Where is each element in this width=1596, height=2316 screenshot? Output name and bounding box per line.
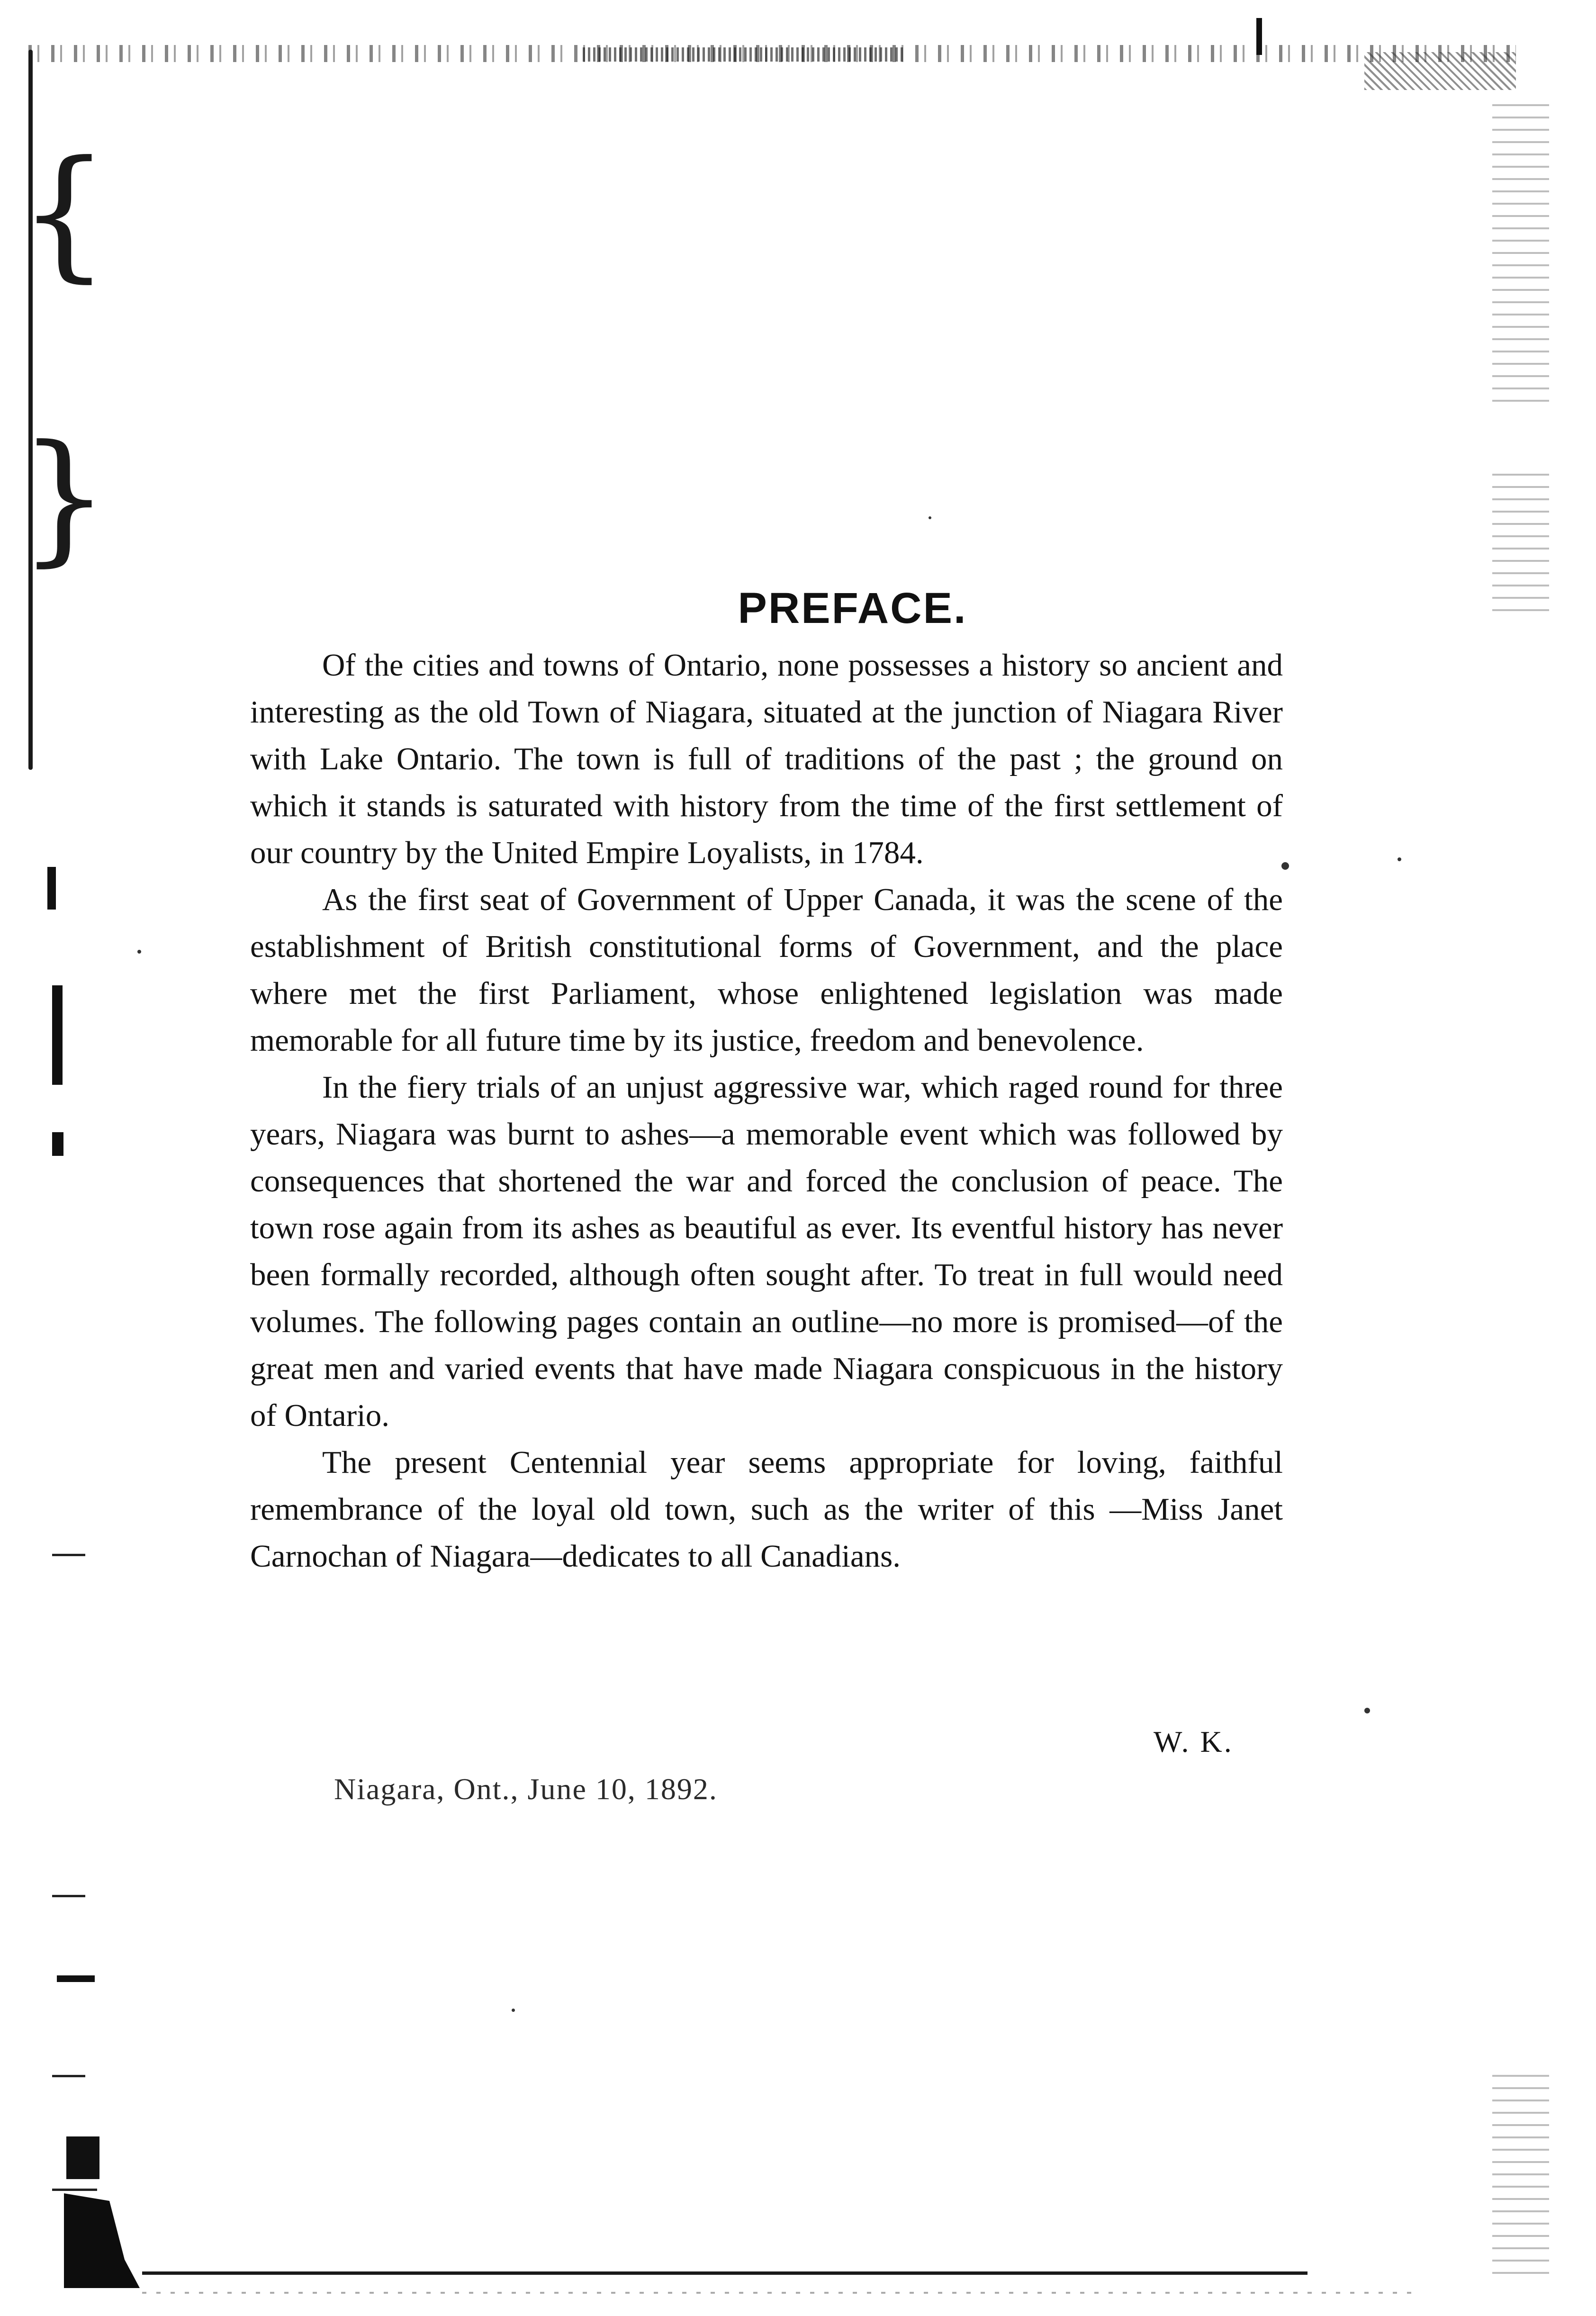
scan-edge-top-right	[1364, 52, 1516, 90]
scan-speck	[137, 950, 141, 954]
page-title: PREFACE.	[738, 584, 967, 632]
author-initials: W. K.	[1154, 1725, 1234, 1758]
scan-dash	[52, 1895, 85, 1897]
preface-paragraph: Of the cities and towns of Ontario, none possesses a history so ancient and interesting as the old Town of Niagara, situated at the junction of Niagara River with Lake Ontario. The town is full of traditions of the past ; the ground on which it stands is saturated with history from the time of the first settlement of our country by the United Empire Loyalists, in 1784.	[250, 648, 1283, 870]
scan-dash	[52, 1554, 85, 1556]
scan-top-tick	[1256, 18, 1262, 55]
preface-paragraph: As the first seat of Government of Upper Canada, it was the scene of the establishment of British constitutional forms of Government, and the place where met the first Parliament, whose enlightened legislation was made memorable for all future time by its justice, freedom and benevolence.	[250, 882, 1283, 1058]
scan-bottom-rule	[142, 2271, 1307, 2275]
scan-mark	[52, 985, 63, 1085]
dateline: Niagara, Ont., June 10, 1892.	[334, 1772, 718, 1806]
scan-edge-right-lower	[1492, 2075, 1549, 2274]
scan-dash	[52, 2189, 97, 2191]
scan-speck	[1398, 857, 1401, 861]
scan-speck	[929, 516, 931, 519]
scan-speck	[1364, 1708, 1370, 1713]
binding-brace-lower: }	[19, 415, 109, 580]
scan-dash	[52, 2075, 85, 2077]
scan-corner-blot	[64, 2193, 140, 2288]
scan-mark	[47, 867, 56, 910]
scan-edge-right-upper	[1492, 104, 1549, 412]
scan-mark	[66, 2136, 99, 2179]
preface-body	[250, 642, 1283, 1580]
scan-mark	[52, 1132, 63, 1156]
binding-brace-upper: {	[19, 130, 109, 296]
scan-mark	[57, 1975, 95, 1982]
preface-paragraph: The present Centennial year seems appropriate for loving, faithful remembrance of the loyal old town, such as the writer of this —Miss Janet Carnochan of Niagara—dedicates to all Canadians.	[250, 1445, 1283, 1574]
scan-speck	[512, 2009, 515, 2012]
scan-bottom-rule-faint	[142, 2292, 1421, 2294]
scan-edge-top-dense	[583, 47, 905, 62]
preface-paragraph: In the fiery trials of an unjust aggressive war, which raged round for three years, Niagara was burnt to ashes—a memorable event which was followed by consequences that shortened the war and forced the conclusion of peace. The town rose again from its ashes as beautiful as ever. Its eventful history has never been formally recorded, although often sought after. To treat in full would need volumes. The following pages contain an outline—no more is promised—of the great men and varied events that have made Niagara conspicuous in the history of Ontario.	[250, 1070, 1283, 1433]
